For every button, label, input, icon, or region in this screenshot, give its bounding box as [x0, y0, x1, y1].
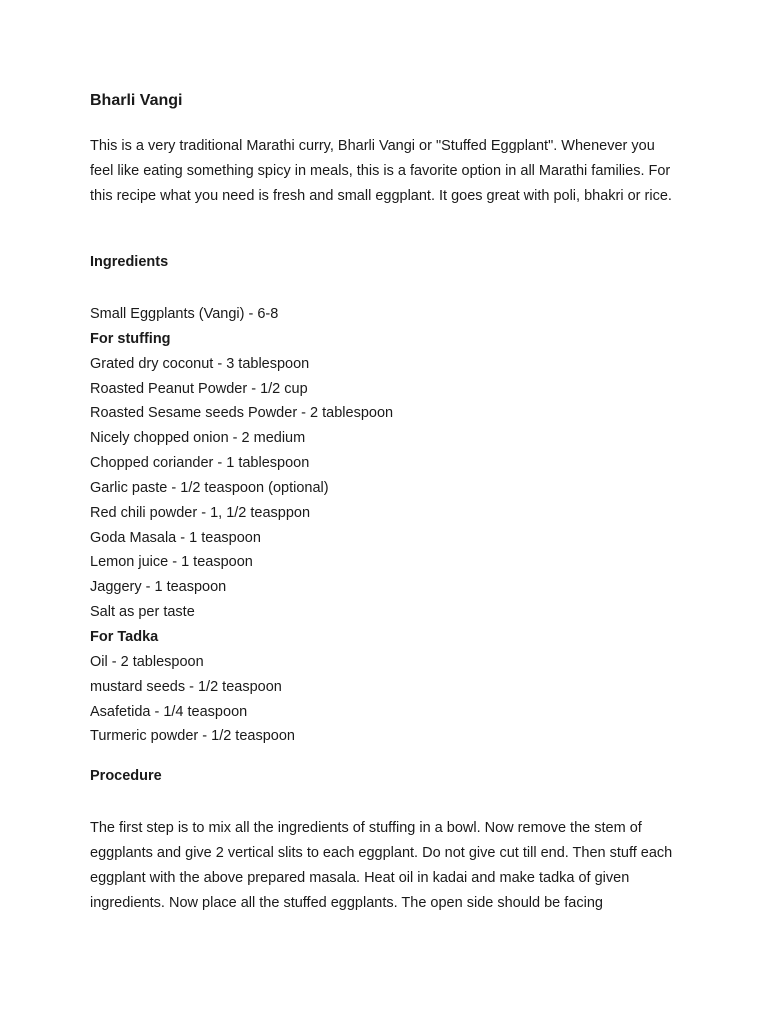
ingredient-item: Grated dry coconut - 3 tablespoon	[90, 355, 310, 372]
ingredient-item: Small Eggplants (Vangi) - 6-8	[90, 306, 279, 322]
ingredient-item: mustard seeds - 1/2 teaspoon	[90, 678, 282, 695]
ingredient-item: Jaggery - 1 teaspoon	[90, 579, 227, 596]
ingredients-subheading: For stuffing	[90, 330, 171, 347]
ingredient-item: Red chili powder - 1, 1/2 teasppon	[90, 504, 311, 521]
ingredient-item: Lemon juice - 1 teaspoon	[90, 554, 253, 571]
page-title: Bharli Vangi	[90, 92, 183, 109]
ingredient-item: Nicely chopped onion - 2 medium	[90, 430, 306, 447]
ingredient-item: Chopped coriander - 1 tablespoon	[90, 455, 310, 472]
procedure-paragraph: The first step is to mix all the ingredients of stuffing in a bowl. Now remove the stem of eggplants and give 2 vertical slits to each eggplant. Do not give cut till end. Then stuff each eggplant with the above prepared masala. Heat oil in kadai and make tadka of given ingredients. Now place all the stuffed eggplants. The open side should be facing	[90, 820, 673, 911]
intro-paragraph: This is a very traditional Marathi curry, Bharli Vangi or "Stuffed Eggplant". Whenever you feel like eating something spicy in meals, this is a favorite option in all Marathi families. For this recipe what you need is fresh and small eggplant. It goes great with poli, bhakri or rice.	[90, 138, 672, 204]
ingredient-item: Oil - 2 tablespoon	[90, 653, 204, 670]
ingredient-item: Roasted Sesame seeds Powder - 2 tablespoon	[90, 405, 394, 422]
procedure-heading: Procedure	[90, 768, 162, 784]
ingredient-item: Goda Masala - 1 teaspoon	[90, 529, 261, 546]
ingredient-item: Garlic paste - 1/2 teaspoon (optional)	[90, 479, 329, 496]
ingredient-item: Salt as per taste	[90, 604, 195, 621]
ingredient-item: Asafetida - 1/4 teaspoon	[90, 703, 248, 720]
ingredients-list	[90, 302, 393, 749]
ingredients-subheading: For Tadka	[90, 628, 159, 645]
ingredients-heading: Ingredients	[90, 254, 169, 270]
ingredient-item: Roasted Peanut Powder - 1/2 cup	[90, 380, 308, 397]
ingredient-item: Turmeric powder - 1/2 teaspoon	[90, 728, 295, 745]
